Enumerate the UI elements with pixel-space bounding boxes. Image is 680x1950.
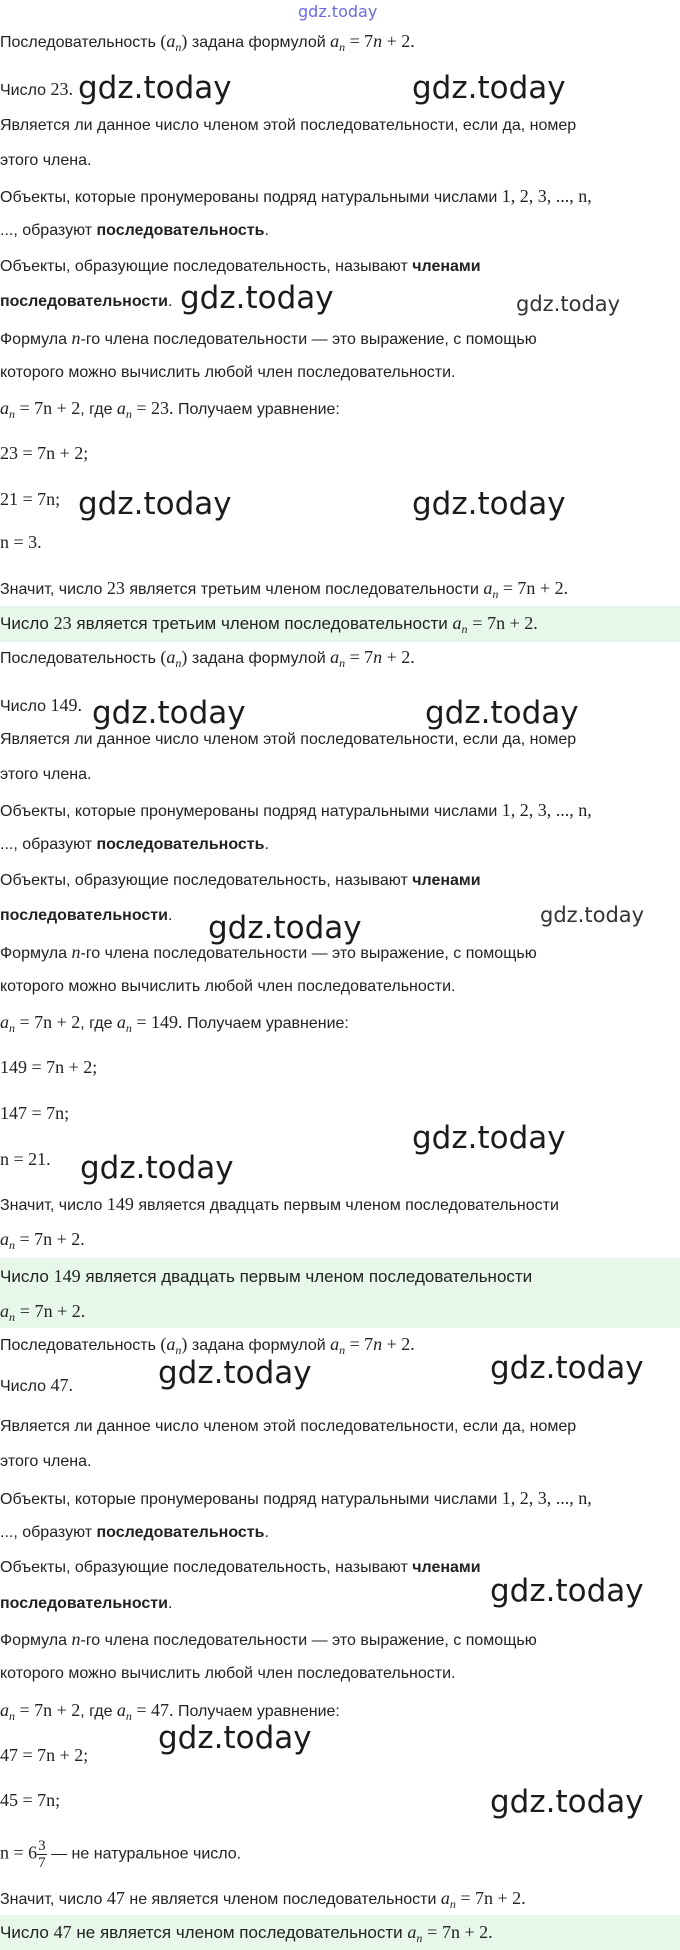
watermark: gdz.today [158, 1355, 312, 1391]
theory-3b-3: которого можно вычислить любой член последовательности. [0, 1665, 456, 1682]
where-text: , где [80, 1703, 113, 1720]
theory-2a [0, 256, 680, 278]
fraction-numerator: 3 [38, 1838, 46, 1854]
answer-2a [0, 1265, 680, 1288]
theory-text: Объекты, которые пронумерованы подряд натуральными числами [0, 803, 498, 820]
number-label: Число [0, 1378, 47, 1395]
theory-bold: последовательности [0, 907, 168, 924]
number-label: Число [0, 82, 47, 99]
where-text: , где [80, 1015, 113, 1032]
watermark: gdz.today [412, 70, 566, 106]
formula: 7n + 2 [34, 1012, 81, 1032]
theory-text: Формула [0, 1632, 68, 1649]
answer-text: Число [0, 614, 49, 633]
number-value: 23 [50, 79, 69, 99]
step1-1: 23 = 7n + 2; [0, 443, 89, 463]
theory-2b-2: последовательности. [0, 907, 173, 924]
number-value: 149 [106, 1194, 134, 1214]
question-line-2: Является ли данное число членом этой последовательности, если да, номер [0, 731, 577, 748]
conclusion-1: Значит, число 23 является третьим членом последовательности $a_n = 7n + 2$. [0, 578, 569, 601]
theory-bold: членами [412, 872, 481, 889]
number-value: 47 [106, 1888, 125, 1908]
where-line-3: $a_n = 7n + 2$, где $a_n = 47$. Получаем уравнение: [0, 1700, 340, 1723]
question-end-1: этого члена. [0, 152, 92, 169]
step1-2: 149 = 7n + 2; [0, 1057, 98, 1077]
theory-text: Объекты, образующие последовательность, называют [0, 1559, 408, 1576]
number-value: 47 [53, 1922, 72, 1942]
theory-text: Объекты, образующие последовательность, называют [0, 258, 408, 275]
watermark: gdz.today [412, 1120, 566, 1156]
step3-text: n = 6 [0, 1842, 38, 1863]
step3-2: n = 21. [0, 1149, 51, 1169]
watermark: gdz.today [180, 280, 334, 316]
number-value: 23 [150, 398, 169, 418]
question-line-1: Является ли данное число членом этой последовательности, если да, номер [0, 117, 577, 134]
theory-bold: последовательность [96, 836, 265, 853]
formula: 7n + 2 [34, 398, 81, 418]
where-text: , где [80, 401, 113, 418]
step3-post: — не натуральное число. [51, 1845, 242, 1863]
formula: 7n + 2 [442, 1922, 489, 1942]
number-line-1: Число 23. [0, 79, 73, 99]
eq-phrase: Получаем уравнение: [186, 1015, 349, 1032]
theory-3b-2: которого можно вычислить любой член последовательности. [0, 978, 456, 995]
fraction [37, 1838, 47, 1871]
n-var: n [71, 328, 81, 348]
theory-1a-2 [0, 799, 680, 823]
theory-1a [0, 185, 680, 209]
theory-bold: последовательность [96, 222, 265, 239]
theory-3b: которого можно вычислить любой член последовательности. [0, 364, 456, 381]
watermark: gdz.today [80, 1150, 234, 1186]
watermark: gdz.today [540, 903, 645, 927]
eq-phrase: Получаем уравнение: [177, 1703, 340, 1720]
number-value: 23 [106, 578, 125, 598]
theory-text: ..., образуют [0, 222, 93, 239]
question-end-3: этого члена. [0, 1453, 92, 1470]
watermark: gdz.today [78, 486, 232, 522]
watermark: gdz.today [490, 1573, 644, 1609]
number-line-3: Число 47. [0, 1375, 73, 1395]
watermark: gdz.today [208, 910, 362, 946]
theory-text: Формула [0, 331, 68, 348]
eq-phrase: Получаем уравнение: [177, 401, 340, 418]
answer-text: является третьим членом последовательности [76, 614, 448, 633]
formula: 7n + 2 [34, 1301, 81, 1321]
step2-2: 147 = 7n; [0, 1103, 70, 1123]
theory-text: -го члена последовательности — это выражение, с помощью [80, 331, 537, 348]
theory-text: ..., образуют [0, 836, 93, 853]
question-line-3: Является ли данное число членом этой последовательности, если да, номер [0, 1418, 577, 1435]
n-var: n [71, 1629, 81, 1649]
formula: 7n + 2 [474, 1888, 522, 1908]
answer-text: является двадцать первым членом последовательности [85, 1267, 533, 1286]
step2-3: 45 = 7n; [0, 1790, 61, 1810]
answer-text: не является членом последовательности [76, 1923, 403, 1942]
conclusion-text: не является членом последовательности [129, 1891, 437, 1908]
theory-3a [0, 327, 680, 351]
conclusion-3: Значит, число 47 не является членом последовательности $a_n = 7n + 2$. [0, 1888, 526, 1911]
theory-nums: 1, 2, 3, ..., n, [501, 186, 592, 206]
fraction-denominator: 7 [38, 1855, 46, 1871]
question-end-2: этого члена. [0, 766, 92, 783]
number-line-2: Число 149. [0, 695, 82, 715]
answer-3: Число 47 не является членом последовательности $a_n = 7n + 2$. [0, 1922, 493, 1945]
theory-1b-3: ..., образуют последовательность. [0, 1524, 269, 1541]
theory-2b: последовательности. [0, 293, 173, 310]
step1-3: 47 = 7n + 2; [0, 1745, 89, 1765]
theory-text: Объекты, которые пронумерованы подряд натуральными числами [0, 1491, 498, 1508]
given-line-1: Последовательность $(a_n)$ задана формулой $a_n = 7n + 2$. [0, 31, 415, 54]
theory-bold: последовательность [96, 1524, 265, 1541]
given-text: Последовательность [0, 34, 161, 51]
conclusion-text: Значит, число [0, 1891, 103, 1908]
number-value: 47 [50, 1375, 69, 1395]
number-value: 149 [150, 1012, 178, 1032]
step3-3 [0, 1838, 680, 1871]
theory-1b-2: ..., образуют последовательность. [0, 836, 269, 853]
number-value: 47 [150, 1700, 169, 1720]
conclusion-text: Значит, число [0, 1197, 103, 1214]
theory-text: Формула [0, 945, 68, 962]
theory-nums: 1, 2, 3, ..., n, [501, 800, 592, 820]
watermark: gdz.today [425, 695, 579, 731]
theory-bold: последовательности [0, 1595, 168, 1612]
theory-text: -го члена последовательности — это выражение, с помощью [80, 1632, 537, 1649]
given-line-2: Последовательность $(a_n)$ задана формулой $a_n = 7n + 2$. [0, 647, 415, 670]
answer-2b: $a_n = 7n + 2$. [0, 1301, 86, 1324]
answer-text: Число [0, 1267, 49, 1286]
watermark: gdz.today [490, 1784, 644, 1820]
theory-text: Объекты, образующие последовательность, называют [0, 872, 408, 889]
formula: 7n + 2 [34, 1700, 81, 1720]
theory-nums: 1, 2, 3, ..., n, [501, 1488, 592, 1508]
theory-1b: ..., образуют последовательность. [0, 222, 269, 239]
theory-text: Объекты, которые пронумерованы подряд натуральными числами [0, 189, 498, 206]
watermark: gdz.today [412, 486, 566, 522]
conclusion-2b: $a_n = 7n + 2$. [0, 1229, 85, 1252]
theory-2b-3: последовательности. [0, 1595, 173, 1612]
answer-1: Число 23 является третьим членом последовательности $a_n = 7n + 2$. [0, 613, 538, 636]
number-value: 23 [53, 613, 72, 633]
theory-bold: членами [412, 1559, 481, 1576]
theory-bold: последовательности [0, 293, 168, 310]
where-line-2: $a_n = 7n + 2$, где $a_n = 149$. Получаем уравнение: [0, 1012, 349, 1035]
theory-3a-3 [0, 1628, 680, 1652]
theory-text: ..., образуют [0, 1524, 93, 1541]
watermark: gdz.today [158, 1720, 312, 1756]
number-value: 149 [53, 1266, 81, 1286]
number-value: 149 [50, 695, 78, 715]
step3-1: n = 3. [0, 532, 42, 552]
watermark: gdz.today [78, 70, 232, 106]
watermark: gdz.today [490, 1350, 644, 1386]
conclusion-text: Значит, число [0, 581, 103, 598]
watermark: gdz.today [516, 292, 621, 316]
formula: 7n + 2 [34, 1229, 81, 1249]
where-line-1: $a_n = 7n + 2$, где $a_n = 23$. Получаем уравнение: [0, 398, 340, 421]
theory-bold: членами [412, 258, 481, 275]
step2-1: 21 = 7n; [0, 489, 61, 509]
n-var: n [71, 942, 81, 962]
theory-text: -го члена последовательности — это выражение, с помощью [80, 945, 537, 962]
formula: 7n + 2 [487, 613, 534, 633]
theory-1a-3 [0, 1487, 680, 1511]
conclusion-2a [0, 1193, 680, 1217]
formula: 7n + 2 [517, 578, 564, 598]
watermark: gdz.today [92, 695, 246, 731]
answer-text: Число [0, 1923, 49, 1942]
number-label: Число [0, 698, 47, 715]
conclusion-text: является третьим членом последовательности [129, 581, 479, 598]
given-line-3: Последовательность $(a_n)$ задана формулой $a_n = 7n + 2$. [0, 1334, 415, 1357]
watermark-top: gdz.today [298, 2, 378, 21]
theory-2a-2 [0, 870, 680, 892]
conclusion-text: является двадцать первым членом последовательности [138, 1197, 559, 1214]
